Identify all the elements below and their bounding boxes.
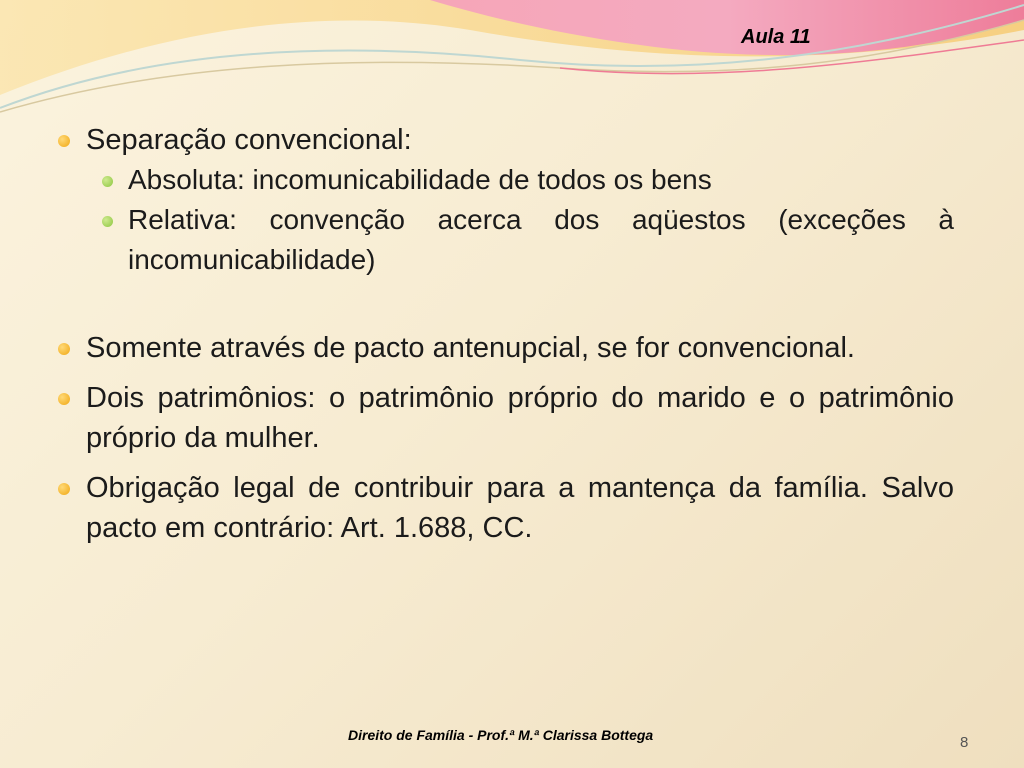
page-number: 8 — [960, 734, 969, 751]
bullet-item — [58, 378, 954, 458]
bullet-item — [58, 468, 954, 548]
sub-bullet-icon — [102, 216, 113, 227]
bullet-text: Dois patrimônios: o patrimônio próprio do marido e o patrimônio próprio da mulher. — [86, 382, 954, 454]
bullet-text: Somente através de pacto antenupcial, se for convencional. — [86, 332, 855, 364]
bullet-list — [58, 110, 954, 548]
bullet-item — [58, 120, 954, 160]
footer-text: Direito de Família - Prof.ª M.ª Clarissa Bottega — [348, 727, 654, 743]
bullet-icon — [58, 135, 70, 147]
bullet-text: Obrigação legal de contribuir para a mantença da família. Salvo pacto em contrário: Art. 1.688, CC. — [86, 472, 954, 544]
sub-bullet-item — [58, 160, 954, 200]
bullet-text: Separação convencional: — [86, 124, 412, 156]
bullet-text: Relativa: convenção acerca dos aqüestos (exceções à incomunicabilidade) — [128, 204, 954, 275]
bullet-text: Absoluta: incomunicabilidade de todos os bens — [128, 164, 712, 195]
sub-bullet-icon — [102, 176, 113, 187]
bullet-icon — [58, 393, 70, 405]
sub-bullet-item — [58, 200, 954, 280]
lesson-title: Aula 11 — [741, 26, 811, 48]
bullet-item — [58, 328, 954, 368]
bullet-icon — [58, 343, 70, 355]
bullet-icon — [58, 483, 70, 495]
